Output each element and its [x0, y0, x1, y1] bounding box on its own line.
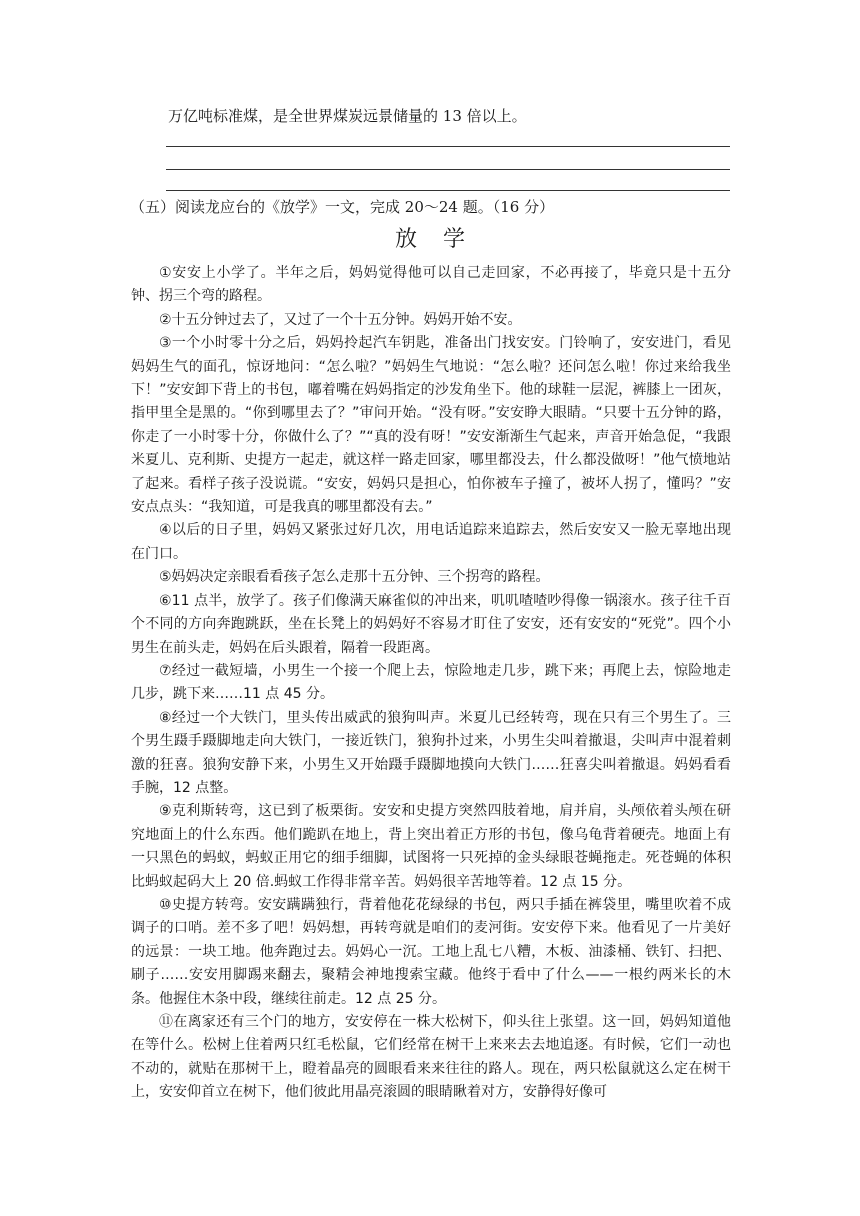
essay-title: 放学 — [394, 227, 491, 252]
paragraph-1: ①安安上小学了。半年之后，妈妈觉得他可以自己走回家，不必再接了，毕竟只是十五分钟、拐三个弯的路程。 — [131, 265, 731, 305]
essay-body — [131, 262, 731, 1105]
answer-line — [166, 190, 730, 191]
section-header: （五）阅读龙应台的《放学》一文，完成 20～24 题。（16 分） — [130, 198, 555, 216]
paragraph-8: ⑧经过一个大铁门，里头传出威武的狼狗叫声。米夏儿已经转弯，现在只有三个男生了。三个男生蹑手蹑脚地走向大铁门，一接近铁门，狼狗扑过来，小男生尖叫着撤退，尖叫声中混着刺激的狂喜。狼狗安静下来，小男生又开始蹑手蹑脚地摸向大铁门……狂喜尖叫着撤退。妈妈看看手腕，12 点整。 — [131, 709, 731, 796]
paragraph-11: ⑪在离家还有三个门的地方，安安停在一株大松树下，仰头往上张望。这一回，妈妈知道他在等什么。松树上住着两只红毛松鼠，它们经常在树干上来来去去地追逐。有时候，它们一动也不动的，就贴在那树干上，瞪着晶亮的圆眼看来来往往的路人。现在，两只松鼠就这么定在树干上，安安仰首立在树下，他们彼此用晶亮滚圆的眼睛瞅着对方，安静得好像可 — [131, 1014, 731, 1101]
paragraph-9: ⑨克利斯转弯，这已到了板栗街。安安和史提方突然四肢着地，肩并肩，头颅依着头颅在研究地面上的什么东西。他们跪趴在地上，背上突出着正方形的书包，像乌龟背着硬壳。地面上有一只黑色的蚂蚁，蚂蚁正用它的细手细脚，试图将一只死掉的金头绿眼苍蝇拖走。死苍蝇的体积比蚂蚁起码大上 20 倍.蚂蚁工作得非常辛苦。妈妈很辛苦地等着。12 点 15 分。 — [131, 803, 731, 890]
paragraph-6: ⑥11 点半，放学了。孩子们像满天麻雀似的冲出来，叽叽喳喳吵得像一锅滚水。孩子往千百个不同的方向奔跑跳跃，坐在长凳上的妈妈好不容易才盯住了安安，还有安安的“死党”。四个小男生在前头走，妈妈在后头跟着，隔着一段距离。 — [131, 592, 731, 656]
paragraph-3: ③一个小时零十分之后，妈妈拎起汽车钥匙，准备出门找安安。门铃响了，安安进门，看见妈妈生气的面孔，惊讶地问：“怎么啦？”妈妈生气地说：“怎么啦？还问怎么啦！你过来给我坐下！”安安卸下背上的书包，嘟着嘴在妈妈指定的沙发角坐下。他的球鞋一层泥，裤膝上一团灰，指甲里全是黑的。“你到哪里去了？”审问开始。“没有呀。”安安睁大眼睛。“只要十五分钟的路，你走了一小时零十分，你做什么了？”“真的没有呀！”安安渐渐生气起来，声音开始急促，“我跟米夏儿、克利斯、史提方一起走，就这样一路走回家，哪里都没去，什么都没做呀！”他气愤地站了起来。看样子孩子没说谎。“安安，妈妈只是担心，怕你被车子撞了，被坏人拐了，懂吗？”安安点点头：“我知道，可是我真的哪里都没有去。” — [131, 335, 731, 516]
answer-line — [166, 169, 730, 170]
paragraph-2: ②十五分钟过去了，又过了一个十五分钟。妈妈开始不安。 — [159, 311, 522, 328]
paragraph-10: ⑩史提方转弯。安安蹒蹒独行，背着他花花绿绿的书包，两只手插在裤袋里，嘴里吹着不成调子的口哨。差不多了吧！妈妈想，再转弯就是咱们的麦河街。安安停下来。他看见了一片美好的远景：一块工地。他奔跑过去。妈妈心一沉。工地上乱七八糟，木板、油漆桶、铁钉、扫把、刷子……安安用脚踢来翻去，聚精会神地搜索宝藏。他终于看中了什么——一根约两米长的木条。他握住木条中段，继续往前走。12 点 25 分。 — [131, 896, 731, 1007]
answer-line — [166, 146, 730, 147]
paragraph-7: ⑦经过一截短墙，小男生一个接一个爬上去，惊险地走几步，跳下来；再爬上去，惊险地走几步，跳下来……11 点 45 分。 — [131, 662, 731, 703]
paragraph-5: ⑤妈妈决定亲眼看看孩子怎么走那十五分钟、三个拐弯的路程。 — [159, 569, 550, 586]
previous-answer-tail: 万亿吨标准煤，是全世界煤炭远景储量的 13 倍以上。 — [168, 107, 527, 125]
paragraph-4: ④以后的日子里，妈妈又紧张过好几次，用电话追踪来追踪去，然后安安又一脸无辜地出现在门口。 — [131, 522, 731, 562]
